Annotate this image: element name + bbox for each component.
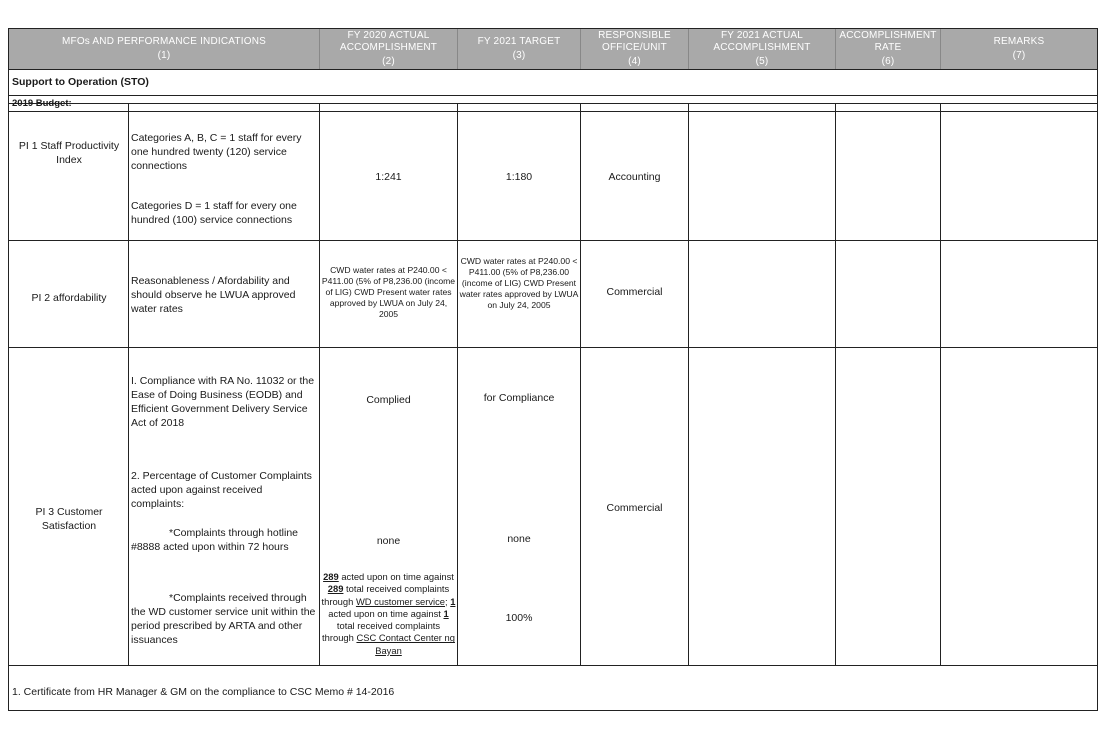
pi1-name: PI 1 Staff Productivity Index bbox=[18, 140, 120, 166]
pi2-office: Commercial bbox=[606, 286, 663, 298]
header-remarks: REMARKS (7) bbox=[993, 36, 1045, 61]
footer-note: 1. Certificate from HR Manager & GM on the compliance to CSC Memo # 14-2016 bbox=[12, 686, 395, 698]
header-accomplishment-rate: ACCOMPLISHMENT RATE (6) bbox=[839, 30, 937, 67]
pi3-item1-actual: Complied bbox=[366, 394, 411, 406]
budget-label: 2019 Budget: bbox=[12, 98, 72, 109]
header-fy2020-actual: FY 2020 ACTUAL ACCOMPLISHMENT (2) bbox=[339, 30, 438, 67]
pi3-item1: I. Compliance with RA No. 11032 or the Ease of Doing Business (EODB) and Efficient Government Delivery Service Act of 2018 bbox=[131, 375, 315, 429]
pi2-name: PI 2 affordability bbox=[31, 292, 107, 304]
pi1-target: 1:180 bbox=[505, 171, 533, 183]
pi2-target: CWD water rates at P240.00 < P411.00 (5% of P8,236.00 (income of LIG) CWD Present water rates approved by LWUA on July 24, 2005 bbox=[459, 256, 579, 310]
pi1-office: Accounting bbox=[608, 171, 661, 183]
header-fy2021-actual: FY 2021 ACTUAL ACCOMPLISHMENT (5) bbox=[713, 30, 811, 67]
header-fy2021-target: FY 2021 TARGET (3) bbox=[477, 36, 561, 61]
performance-table bbox=[8, 28, 1098, 711]
pi3-sub2-actual: 289 acted upon on time against 289 total received complaints through WD customer service; 1 acted upon on time against 1 total received complaints through CSC Contact Center ng Bayan bbox=[321, 571, 456, 656]
pi3-item1-target: for Compliance bbox=[483, 392, 555, 404]
pi1-desc-a: Categories A, B, C = 1 staff for every one hundred twenty (120) service connections bbox=[131, 132, 302, 172]
pi1-actual: 1:241 bbox=[375, 171, 402, 183]
pi3-sub1: *Complaints through hotline #8888 acted upon within 72 hours bbox=[131, 527, 298, 553]
pi3-sub2: *Complaints received through the WD customer service unit within the period prescribed by ARTA and other issuances bbox=[131, 592, 316, 646]
pi2-desc: Reasonableness / Afordability and should observe he LWUA approved water rates bbox=[131, 275, 296, 315]
pi3-item2: 2. Percentage of Customer Complaints acted upon against received complaints: bbox=[131, 470, 312, 510]
pi3-sub1-target: none bbox=[507, 533, 531, 545]
header-responsible-office: RESPONSIBLE OFFICE/UNIT (4) bbox=[598, 30, 671, 67]
pi3-sub2-target: 100% bbox=[505, 612, 533, 624]
section-title: Support to Operation (STO) bbox=[12, 76, 149, 88]
pi3-office: Commercial bbox=[606, 502, 663, 514]
pi3-name: PI 3 Customer Satisfaction bbox=[35, 506, 103, 532]
pi3-sub1-actual: none bbox=[376, 535, 401, 547]
header-mfos: MFOs AND PERFORMANCE INDICATIONS (1) bbox=[61, 36, 266, 61]
pi2-actual: CWD water rates at P240.00 < P411.00 (5% of P8,236.00 (income of LIG) CWD Present water rates approved by LWUA on July 24, 2005 bbox=[321, 265, 456, 319]
pi1-desc-b: Categories D = 1 staff for every one hundred (100) service connections bbox=[131, 200, 297, 226]
